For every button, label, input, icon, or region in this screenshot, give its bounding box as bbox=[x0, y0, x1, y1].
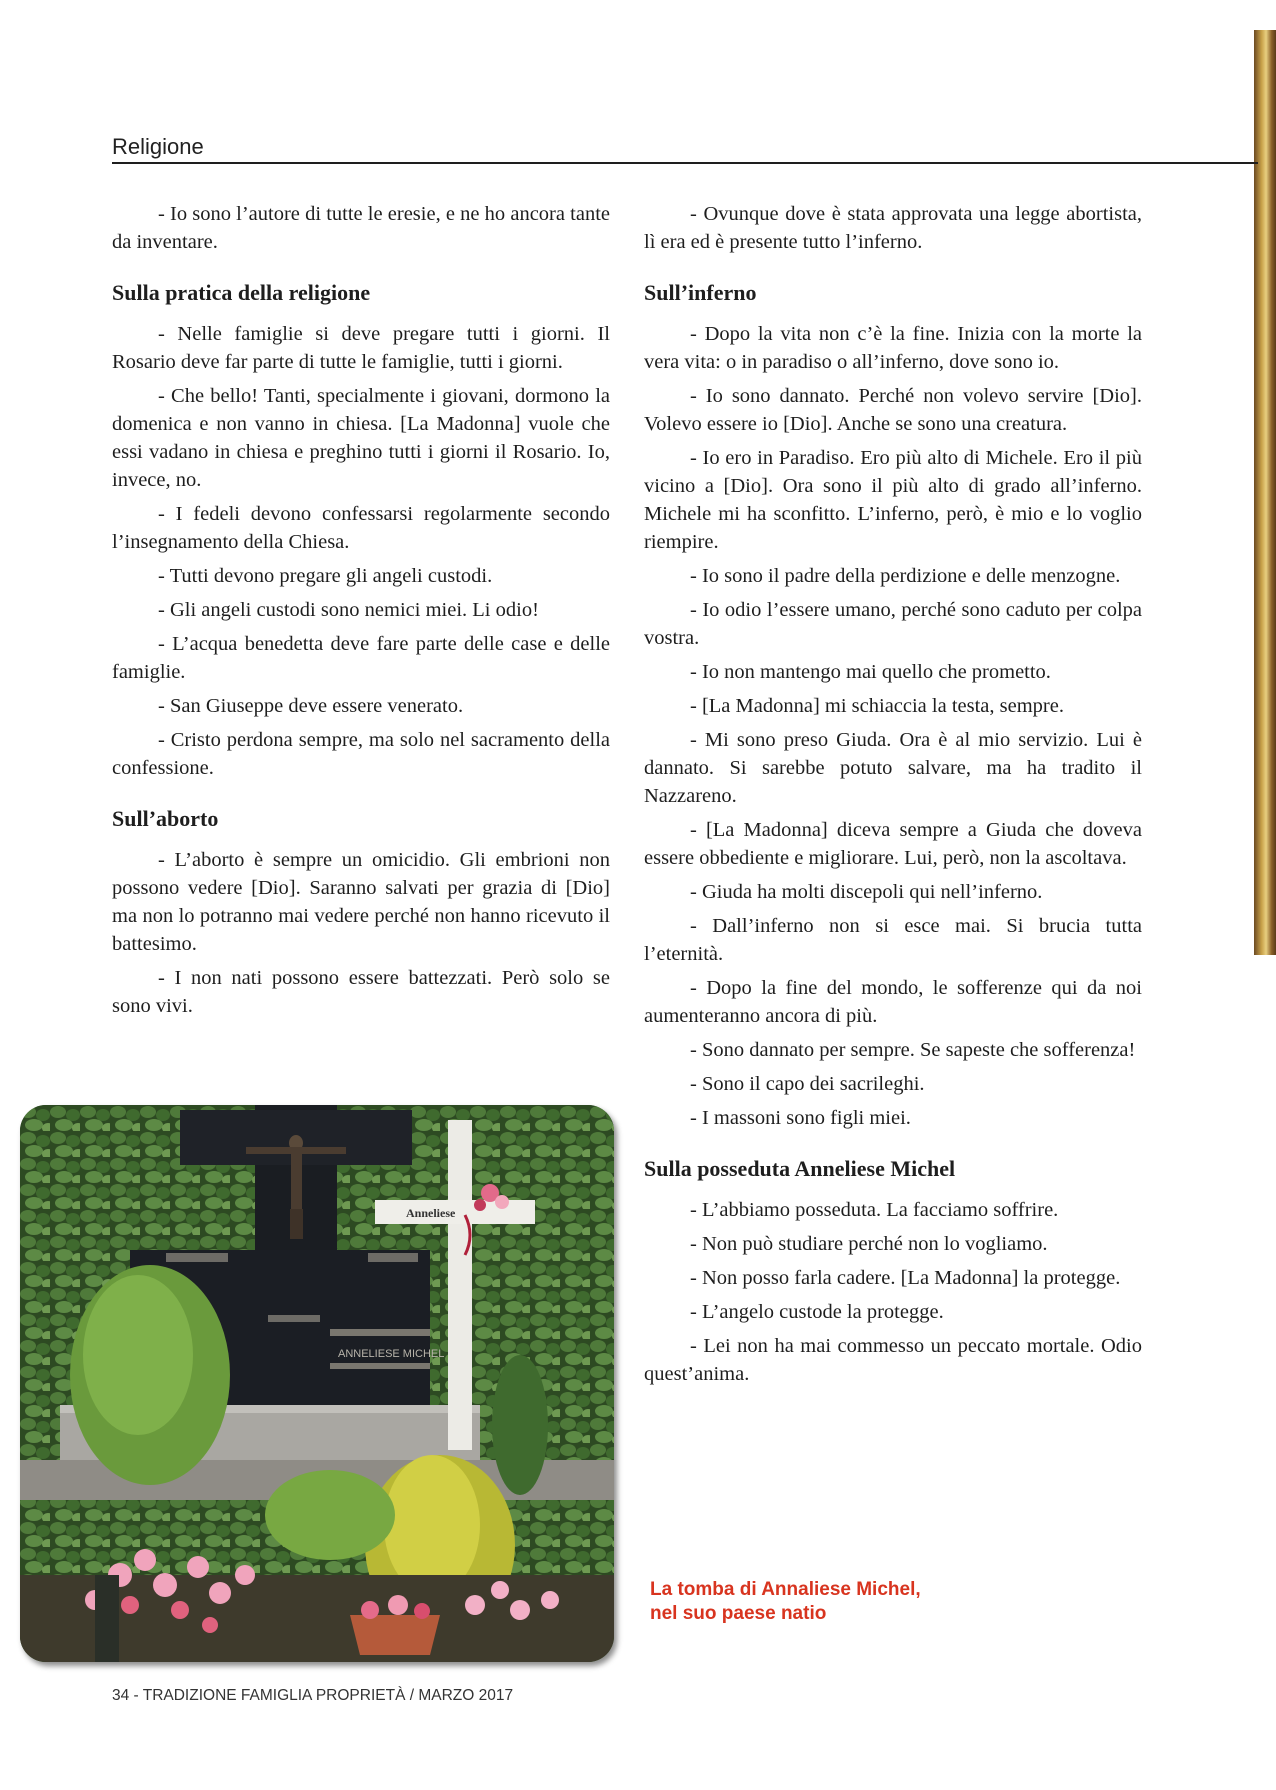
paragraph: - Io ero in Paradiso. Ero più alto di Michele. Ero il più vicino a [Dio]. Ora sono il più alto di grado all’inferno. Michele mi ha sconfitto. L’inferno, però, è mio e lo voglio riempire. bbox=[644, 447, 1142, 553]
paragraph: - Gli angeli custodi sono nemici miei. Li odio! bbox=[158, 599, 539, 621]
header-rule bbox=[112, 162, 1258, 164]
paragraph: - L’angelo custode la protegge. bbox=[690, 1301, 944, 1323]
paragraph: - Dopo la fine del mondo, le sofferenze qui da noi aumenteranno ancora di più. bbox=[644, 977, 1142, 1027]
paragraph: - Tutti devono pregare gli angeli custodi. bbox=[158, 565, 493, 587]
left-column bbox=[112, 200, 610, 1026]
right-column bbox=[644, 200, 1142, 1394]
paragraph: - Io sono il padre della perdizione e delle menzogne. bbox=[690, 565, 1121, 587]
paragraph: - L’acqua benedetta deve fare parte delle case e delle famiglie. bbox=[112, 633, 610, 683]
paragraph: - Non posso farla cadere. [La Madonna] la protegge. bbox=[690, 1267, 1121, 1289]
page-edge-decoration bbox=[1254, 30, 1276, 955]
paragraph: - Cristo perdona sempre, ma solo nel sacramento della confessione. bbox=[112, 729, 610, 779]
cross-nameplate: Anneliese bbox=[406, 1206, 456, 1220]
paragraph: - Giuda ha molti discepoli qui nell’inferno. bbox=[690, 881, 1043, 903]
paragraph: - Mi sono preso Giuda. Ora è al mio servizio. Lui è dannato. Si sarebbe potuto salvare, ma ha tradito il Nazzareno. bbox=[644, 729, 1142, 807]
section-title: Religione bbox=[112, 134, 204, 159]
paragraph: - Nelle famiglie si deve pregare tutti i giorni. Il Rosario deve far parte di tutte le famiglie, tutti i giorni. bbox=[112, 323, 610, 373]
paragraph: - Io non mantengo mai quello che prometto. bbox=[690, 661, 1051, 683]
paragraph: - I massoni sono figli miei. bbox=[690, 1107, 911, 1129]
paragraph: - Dopo la vita non c’è la fine. Inizia con la morte la vera vita: o in paradiso o all’inferno, dove sono io. bbox=[644, 323, 1142, 373]
photo-caption bbox=[650, 1578, 921, 1626]
paragraph: - Io sono dannato. Perché non volevo servire [Dio]. Volevo essere io [Dio]. Anche se sono una creatura. bbox=[644, 385, 1142, 435]
heading-religione: Sulla pratica della religione bbox=[112, 280, 371, 305]
paragraph: - Io sono l’autore di tutte le eresie, e ne ho ancora tante da inventare. bbox=[112, 203, 610, 253]
paragraph: - Sono dannato per sempre. Se sapeste che sofferenza! bbox=[690, 1039, 1136, 1061]
paragraph: - [La Madonna] diceva sempre a Giuda che doveva essere obbediente e migliorare. Lui, però, non la ascoltava. bbox=[644, 819, 1142, 869]
paragraph: - L’aborto è sempre un omicidio. Gli embrioni non possono vedere [Dio]. Saranno salvati per grazia di [Dio] ma non lo potranno mai vedere perché non hanno ricevuto il battesimo. bbox=[112, 849, 610, 955]
heading-inferno: Sull’inferno bbox=[644, 280, 757, 305]
paragraph: - Dall’inferno non si esce mai. Si brucia tutta l’eternità. bbox=[644, 915, 1142, 965]
paragraph: - Che bello! Tanti, specialmente i giovani, dormono la domenica e non vanno in chiesa. [La Madonna] vuole che essi vadano in chiesa e preghino tutti i giorni il Rosario. Io, invece, no. bbox=[112, 385, 610, 491]
heading-anneliese: Sulla posseduta Anneliese Michel bbox=[644, 1156, 956, 1181]
gravestone-name: ANNELIESE MICHEL bbox=[338, 1348, 445, 1360]
paragraph: - Ovunque dove è stata approvata una legge abortista, lì era ed è presente tutto l’inferno. bbox=[644, 203, 1142, 253]
heading-aborto: Sull’aborto bbox=[112, 806, 219, 831]
page-footer: 34 - TRADIZIONE FAMIGLIA PROPRIETÀ / MARZO 2017 bbox=[112, 1687, 514, 1704]
paragraph: - [La Madonna] mi schiaccia la testa, sempre. bbox=[690, 695, 1064, 717]
paragraph: - Lei non ha mai commesso un peccato mortale. Odio quest’anima. bbox=[644, 1335, 1142, 1385]
paragraph: - Non può studiare perché non lo vogliamo. bbox=[690, 1233, 1048, 1255]
paragraph: - Io odio l’essere umano, perché sono caduto per colpa vostra. bbox=[644, 599, 1142, 649]
paragraph: - Sono il capo dei sacrileghi. bbox=[690, 1073, 925, 1095]
grave-photo bbox=[20, 1105, 614, 1662]
paragraph: - San Giuseppe deve essere venerato. bbox=[158, 695, 464, 717]
paragraph: - I fedeli devono confessarsi regolarmente secondo l’insegnamento della Chiesa. bbox=[112, 503, 610, 553]
caption-line: nel suo paese natio bbox=[650, 1603, 827, 1624]
paragraph: - L’abbiamo posseduta. La facciamo soffrire. bbox=[690, 1199, 1059, 1221]
caption-line: La tomba di Annaliese Michel, bbox=[650, 1579, 921, 1600]
paragraph: - I non nati possono essere battezzati. Però solo se sono vivi. bbox=[112, 967, 610, 1017]
